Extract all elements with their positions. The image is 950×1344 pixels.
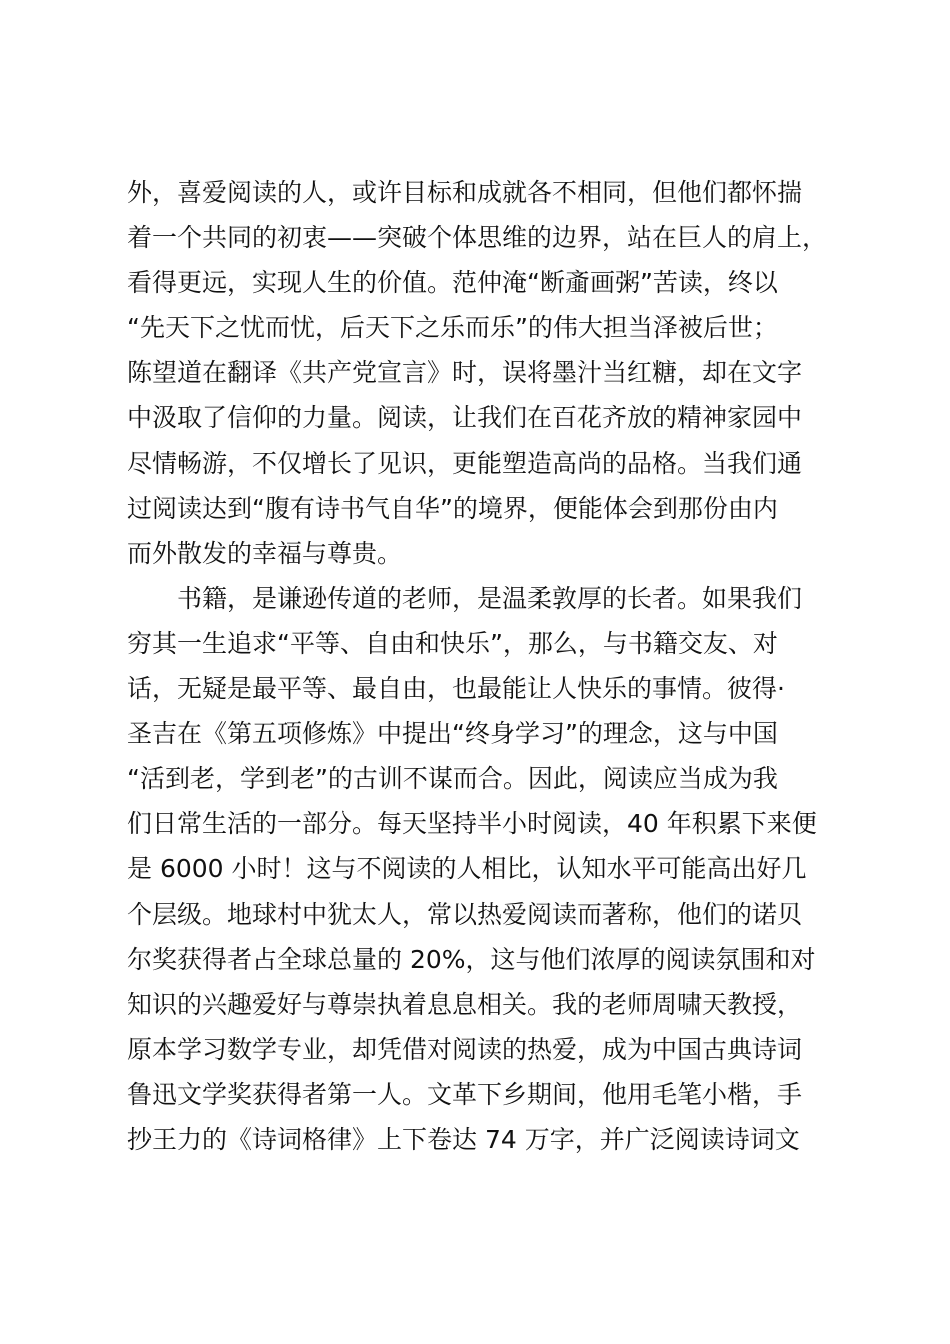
paragraph-line: 陈望道在翻译《共产党宣言》时，误将墨汁当红糖，却在文字: [127, 358, 803, 388]
paragraph-line: 话，无疑是最平等、最自由，也最能让人快乐的事情。彼得·: [127, 674, 785, 704]
paragraph-line: 们日常生活的一部分。每天坚持半小时阅读，40 年积累下来便: [127, 809, 817, 839]
paragraph-line: 穷其一生追求“平等、自由和快乐”，那么，与书籍交友、对: [127, 628, 778, 658]
paragraph-line: 外，喜爱阅读的人，或许目标和成就各不相同，但他们都怀揣: [127, 178, 803, 207]
paragraph-first-line: 书籍，是谦逊传道的老师，是温柔敦厚的长者。如果我们: [177, 583, 803, 613]
paragraph-line: 着一个共同的初衷——突破个体思维的边界，站在巨人的肩上，: [127, 223, 828, 253]
paragraph-line: 是 6000 小时！这与不阅读的人相比，认知水平可能高出好几: [127, 854, 807, 884]
paragraph-line: “先天下之忧而忧，后天下之乐而乐”的伟大担当泽被后世；: [127, 313, 778, 343]
paragraph-line: 个层级。地球村中犹太人，常以热爱阅读而著称，他们的诺贝: [127, 899, 803, 929]
paragraph-line: 而外散发的幸福与尊贵。: [127, 538, 403, 568]
paragraph-line: 原本学习数学专业，却凭借对阅读的热爱，成为中国古典诗词: [127, 1034, 803, 1064]
paragraph-line: 看得更远，实现人生的价值。范仲淹“断齑画粥”苦读，终以: [127, 268, 778, 298]
paragraph-line: 过阅读达到“腹有诗书气自华”的境界，便能体会到那份由内: [127, 493, 778, 523]
paragraph-line: “活到老，学到老”的古训不谋而合。因此，阅读应当成为我: [127, 764, 778, 794]
paragraph-line: 鲁迅文学奖获得者第一人。文革下乡期间，他用毛笔小楷，手: [127, 1079, 803, 1109]
paragraph-line: 圣吉在《第五项修炼》中提出“终身学习”的理念，这与中国: [127, 719, 778, 749]
paragraph-line: 知识的兴趣爱好与尊崇执着息息相关。我的老师周啸天教授，: [127, 989, 803, 1019]
paragraph-line: 抄王力的《诗词格律》上下卷达 74 万字，并广泛阅读诗词文: [127, 1124, 800, 1154]
document-body: [127, 170, 837, 1162]
paragraph-line: 中汲取了信仰的力量。阅读，让我们在百花齐放的精神家园中: [127, 403, 803, 433]
paragraph-2: [127, 576, 837, 1162]
paragraph-1: [127, 170, 837, 576]
paragraph-line: 尽情畅游，不仅增长了见识，更能塑造高尚的品格。当我们通: [127, 448, 803, 478]
paragraph-line: 尔奖获得者占全球总量的 20%，这与他们浓厚的阅读氛围和对: [127, 944, 816, 974]
